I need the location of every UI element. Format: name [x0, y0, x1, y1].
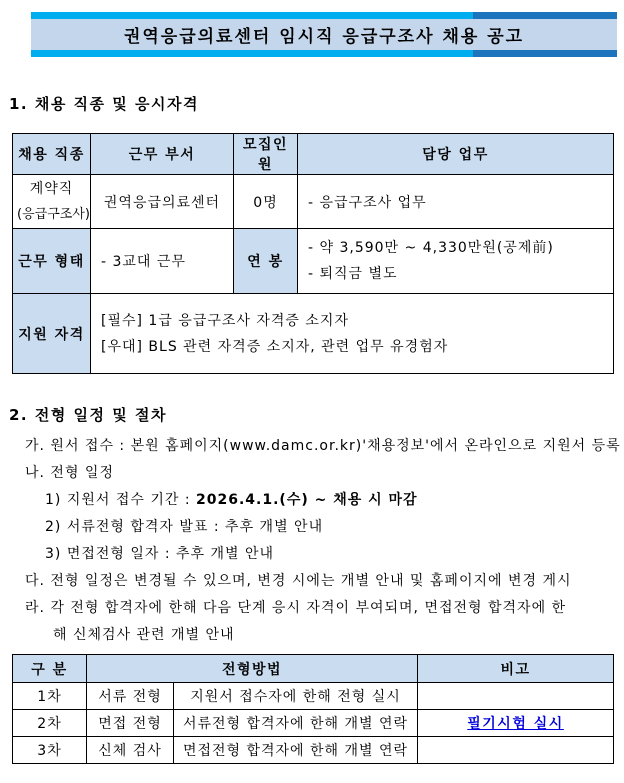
header-note: 비고: [418, 655, 614, 683]
cell-job-type: [13, 175, 91, 229]
line-interview-date: 3) 면접전형 일자 : 추후 개별 안내: [45, 546, 275, 562]
header-stage: 구 분: [13, 655, 87, 683]
job-type-line1: 계약직: [29, 180, 74, 197]
cell-method-2: 면접 전형: [87, 710, 174, 737]
line-schedule: 나. 전형 일정: [25, 465, 114, 481]
banner-top-stripe: [31, 12, 617, 19]
salary-line2: - 퇴직금 별도: [308, 266, 398, 282]
qualification-required: [필수] 1급 응급구조사 자격증 소지자: [101, 312, 349, 329]
cell-salary: [298, 229, 614, 294]
cell-desc-1: 지원서 접수자에 한해 전형 실시: [174, 683, 418, 710]
table-row: [13, 737, 614, 764]
cell-headcount: 0명: [234, 175, 298, 229]
line-application-period: [0, 487, 624, 514]
cell-stage-2: 2차: [13, 710, 87, 737]
job-type-line2: (응급구조사): [17, 206, 90, 222]
cell-desc-2: 서류전형 합격자에 한해 개별 연락: [174, 710, 418, 737]
cell-department: 권역응급의료센터: [91, 175, 234, 229]
cell-work-label: 근무 형태: [13, 229, 91, 294]
table-header-row: [13, 655, 614, 683]
cell-salary-label: 연 봉: [234, 229, 298, 294]
cell-note-1: [418, 683, 614, 710]
banner-body: [31, 19, 617, 50]
banner-bottom-stripe: [31, 50, 617, 57]
line-schedule-change: 다. 전형 일정은 변경될 수 있으며, 변경 시에는 개별 안내 및 홈페이지에 변경 게시: [25, 573, 572, 589]
cell-stage-1: 1차: [13, 683, 87, 710]
cell-qualifications: [91, 294, 614, 374]
header-method: 전형방법: [87, 655, 418, 683]
cell-qualification-label: 지원 자격: [13, 294, 91, 374]
table-header-row: [13, 134, 614, 175]
table-row: [13, 710, 614, 737]
section1-heading: 1. 채용 직종 및 응시자격: [9, 95, 199, 113]
written-test-link[interactable]: 필기시험 실시: [467, 716, 564, 732]
cell-note-2: [418, 710, 614, 737]
process-table: [12, 654, 614, 764]
cell-method-3: 신체 검사: [87, 737, 174, 764]
cell-stage-3: 3차: [13, 737, 87, 764]
line-document-result: 2) 서류전형 합격자 발표 : 추후 개별 안내: [45, 519, 324, 535]
section2-heading: 2. 전형 일정 및 절차: [9, 406, 167, 424]
header-duties: 담당 업무: [298, 134, 614, 175]
qualification-preferred: [우대] BLS 관련 자격증 소지자, 관련 업무 유경험자: [101, 338, 449, 355]
line-application: 가. 원서 접수 : 본원 홈페이지(www.damc.or.kr)'채용정보'에서 온라인으로 지원서 등록: [25, 438, 621, 454]
page-title: 권역응급의료센터 임시직 응급구조사 채용 공고: [123, 27, 525, 47]
cell-duties: - 응급구조사 업무: [298, 175, 614, 229]
cell-desc-3: 면접전형 합격자에 한해 개별 연락: [174, 737, 418, 764]
cell-work-type: - 3교대 근무: [91, 229, 234, 294]
line-stage-eligibility: 라. 각 전형 합격자에 한해 다음 단계 응시 자격이 부여되며, 면접전형 합격자에 한: [25, 600, 567, 616]
table-row: [13, 294, 614, 374]
recruitment-table: [12, 133, 614, 374]
table-row: [13, 683, 614, 710]
schedule-text-block: [0, 433, 624, 649]
table-row: [13, 175, 614, 229]
application-period-dates: 2026.4.1.(수) ~ 채용 시 마감: [196, 492, 418, 508]
cell-note-3: [418, 737, 614, 764]
line-stage-eligibility-cont: 해 신체검사 관련 개별 안내: [53, 627, 235, 643]
table-row: [13, 229, 614, 294]
title-banner: [31, 12, 617, 57]
header-job-type: 채용 직종: [13, 134, 91, 175]
header-headcount: 모집인원: [234, 134, 298, 175]
salary-line1: - 약 3,590만 ~ 4,330만원(공제前): [308, 240, 554, 256]
cell-method-1: 서류 전형: [87, 683, 174, 710]
header-department: 근무 부서: [91, 134, 234, 175]
application-period-prefix: 1) 지원서 접수 기간 :: [45, 492, 197, 508]
